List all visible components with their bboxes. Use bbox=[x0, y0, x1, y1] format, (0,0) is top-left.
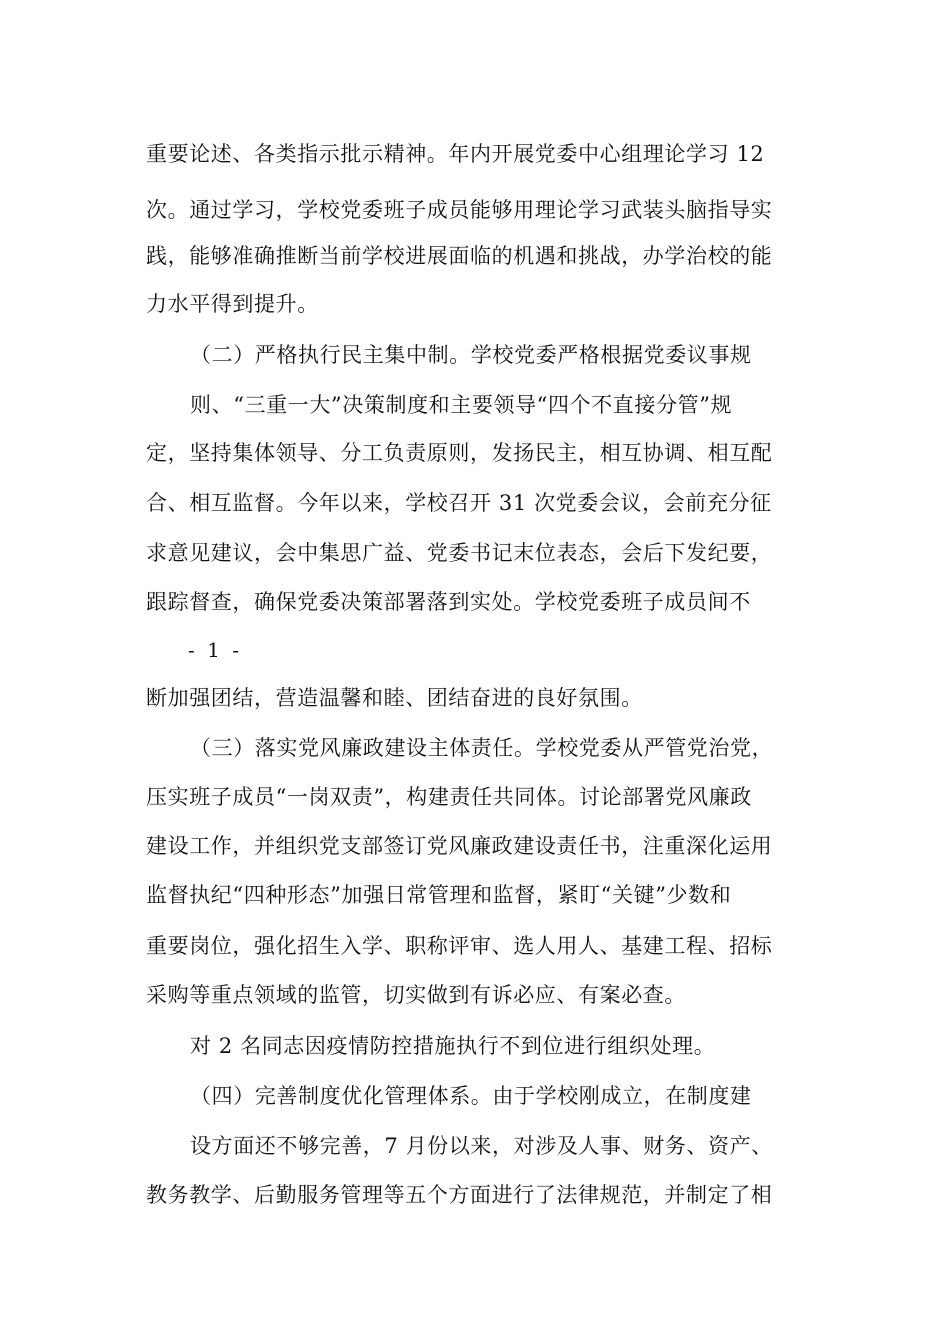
text-line-20: 设方面还不够完善，7 月份以来，对涉及人事、财务、资产、 bbox=[190, 1134, 773, 1158]
text-line-18: 对 2 名同志因疫情防控措施执行不到位进行组织处理。 bbox=[190, 1034, 716, 1058]
text-line-4: 力水平得到提升。 bbox=[146, 292, 319, 316]
text-line-12: （三）落实党风廉政建设主体责任。学校党委从严管党治党， bbox=[190, 736, 774, 760]
text-line-13: 压实班子成员“一岗双责”，构建责任共同体。讨论部署党风廉政 bbox=[146, 785, 752, 809]
text-line-16: 重要岗位，强化招生入学、职称评审、选人用人、基建工程、招标 bbox=[146, 934, 773, 958]
text-line-6: 则、“三重一大”决策制度和主要领导“四个不直接分管”规 bbox=[190, 393, 733, 417]
text-line-10: 跟踪督查，确保党委决策部署落到实处。学校党委班子成员间不 bbox=[146, 590, 751, 614]
text-line-3: 践，能够准确推断当前学校进展面临的机遇和挑战，办学治校的能 bbox=[146, 244, 773, 268]
text-line-14: 建设工作，并组织党支部签订党风廉政建设责任书，注重深化运用 bbox=[146, 834, 773, 858]
text-line-15: 监督执纪“四种形态”加强日常管理和监督，紧盯“关键”少数和 bbox=[146, 883, 732, 907]
text-line-19: （四）完善制度优化管理体系。由于学校刚成立，在制度建 bbox=[190, 1084, 752, 1108]
text-line-7: 定，坚持集体领导、分工负责原则，发扬民主，相互协调、相互配 bbox=[146, 441, 773, 465]
text-line-5: （二）严格执行民主集中制。学校党委严格根据党委议事规 bbox=[190, 343, 752, 367]
text-line-21: 教务教学、后勤服务管理等五个方面进行了法律规范，并制定了相 bbox=[146, 1183, 773, 1207]
text-line-11: 断加强团结，营造温馨和睦、团结奋进的良好氛围。 bbox=[146, 686, 643, 710]
text-line-8: 合、相互监督。今年以来，学校召开 31 次党委会议，会前充分征 bbox=[146, 491, 772, 515]
page-number: - 1 - bbox=[188, 638, 242, 662]
text-line-2: 次。通过学习，学校党委班子成员能够用理论学习武装头脑指导实 bbox=[146, 198, 773, 222]
text-line-1: 重要论述、各类指示批示精神。年内开展党委中心组理论学习 12 bbox=[146, 142, 765, 166]
text-line-17: 采购等重点领域的监管，切实做到有诉必应、有案必查。 bbox=[146, 983, 686, 1007]
text-line-9: 求意见建议，会中集思广益、党委书记末位表态，会后下发纪要， bbox=[146, 541, 773, 565]
